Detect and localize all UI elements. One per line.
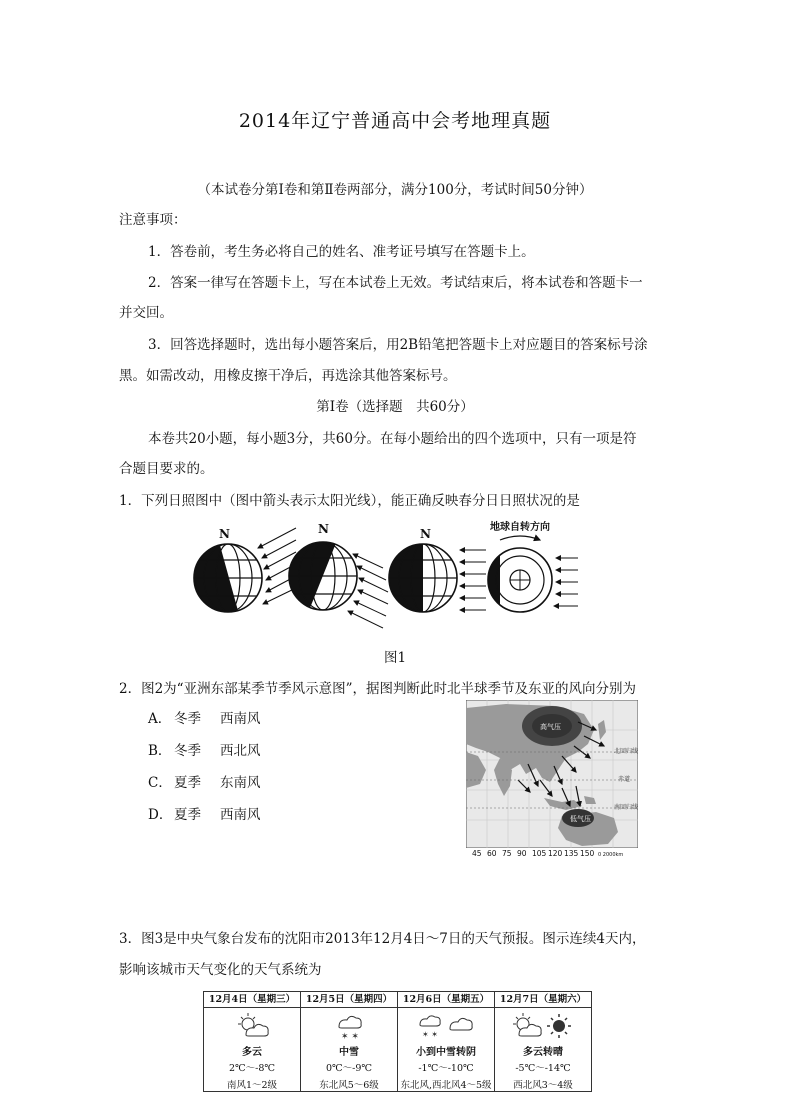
option-d-wind: 西南风 <box>220 807 261 823</box>
snow-to-overcast-icon <box>398 1011 494 1041</box>
svg-text:✶ ✶: ✶ ✶ <box>341 1032 359 1041</box>
forecast-wind: 南风1～2级 <box>226 1080 278 1091</box>
forecast-condition: 中雪 <box>339 1047 359 1058</box>
forecast-day-2 <box>301 992 398 1092</box>
forecast-wind: 东北风,西北风4～5级 <box>400 1080 492 1091</box>
forecast-condition: 多云转晴 <box>523 1047 563 1058</box>
forecast-temperature: -5℃～-14℃ <box>515 1063 571 1074</box>
forecast-date: 12月6日（星期五） <box>398 992 494 1008</box>
illumination-diagrams <box>188 518 588 638</box>
tropic-capricorn-label: 南回归线 <box>614 804 639 811</box>
illumination-diagram-4 <box>488 536 578 616</box>
svg-text:✶ ✶: ✶ ✶ <box>422 1030 438 1039</box>
forecast-date: 12月7日（星期六） <box>495 992 591 1008</box>
forecast-wind: 西北风3～4级 <box>513 1080 573 1091</box>
forecast-temperature: 0℃～-9℃ <box>325 1063 373 1074</box>
option-d[interactable] <box>148 803 261 823</box>
north-label-2: N <box>318 522 329 536</box>
lon-label-150: 150 <box>580 849 595 858</box>
forecast-date: 12月4日（星期三） <box>204 992 300 1008</box>
map-scale-label: 0 2000km <box>598 852 624 858</box>
question-3-text: 3．图3是中央气象台发布的沈阳市2013年12月4日～7日的天气预报。图示连续4天内， <box>119 931 646 947</box>
question-2-text: 2．图2为“亚洲东部某季节季风示意图”，据图判断此时北半球季节及东亚的风向分别为 <box>119 681 636 697</box>
snow-icon <box>301 1011 397 1041</box>
question-1-text: 1．下列日照图中（图中箭头表示太阳光线），能正确反映春分日日照状况的是 <box>119 493 580 509</box>
question-3-text-cont: 影响该城市天气变化的天气系统为 <box>119 962 322 978</box>
forecast-day-3 <box>398 992 495 1092</box>
option-a-letter: A． <box>148 711 172 727</box>
option-c-letter: C． <box>148 775 172 791</box>
option-b-letter: B． <box>148 743 172 759</box>
option-c-season: 夏季 <box>174 775 201 791</box>
page-title: 2014年辽宁普通高中会考地理真题 <box>238 110 552 132</box>
option-b[interactable] <box>148 739 261 759</box>
section-heading: 第Ⅰ卷（选择题 共60分） <box>316 399 474 415</box>
lon-label-75: 75 <box>502 849 512 858</box>
option-d-season: 夏季 <box>174 807 201 823</box>
option-a-season: 冬季 <box>174 711 201 727</box>
option-b-wind: 西北风 <box>220 743 261 759</box>
lon-label-60: 60 <box>487 849 497 858</box>
illumination-diagram-3 <box>383 538 486 618</box>
forecast-day-4 <box>495 992 592 1092</box>
section-description-cont: 合题目要求的。 <box>119 461 214 477</box>
lon-label-45: 45 <box>472 849 482 858</box>
forecast-condition: 小到中雪转阴 <box>416 1047 476 1058</box>
notice-heading: 注意事项： <box>119 212 187 228</box>
forecast-table <box>203 991 592 1092</box>
forecast-day-1 <box>204 992 301 1092</box>
option-d-letter: D． <box>148 807 173 823</box>
lon-label-105: 105 <box>532 849 547 858</box>
high-pressure-label: 高气压 <box>540 723 561 731</box>
figure-2-monsoon-map <box>466 700 638 860</box>
rotation-label: 地球自转方向 <box>490 522 550 533</box>
forecast-wind: 东北风5～6级 <box>319 1080 379 1091</box>
notice-item-2-cont: 并交回。 <box>119 305 173 321</box>
notice-item-3: 3．回答选择题时，选出每小题答案后，用2B铅笔把答题卡上对应题目的答案标号涂 <box>148 337 648 353</box>
low-pressure-label: 低气压 <box>570 815 591 823</box>
lon-label-120: 120 <box>548 849 563 858</box>
tropic-cancer-label: 北回归线 <box>614 748 639 755</box>
lon-label-135: 135 <box>564 849 579 858</box>
cloudy-to-sunny-icon <box>495 1011 591 1041</box>
forecast-temperature: -1℃～-10℃ <box>418 1063 474 1074</box>
forecast-temperature: 2℃～-8℃ <box>228 1063 276 1074</box>
equator-label: 赤道 <box>618 776 631 783</box>
figure-1-caption: 图1 <box>383 650 407 666</box>
option-c[interactable] <box>148 771 261 791</box>
longitude-axis <box>472 849 623 858</box>
north-label-3: N <box>420 527 431 541</box>
section-description: 本卷共20小题，每小题3分，共60分。在每小题给出的四个选项中，只有一项是符 <box>148 431 637 447</box>
option-c-wind: 东南风 <box>220 775 261 791</box>
figure-1 <box>188 518 588 638</box>
forecast-date: 12月5日（星期四） <box>301 992 397 1008</box>
lon-label-90: 90 <box>517 849 527 858</box>
notice-item-3-cont: 黑。如需改动，用橡皮擦干净后，再选涂其他答案标号。 <box>119 368 457 384</box>
option-a[interactable] <box>148 707 261 727</box>
notice-item-1: 1．答卷前，考生务必将自己的姓名、准考证号填写在答题卡上。 <box>148 244 535 260</box>
cloudy-icon <box>204 1011 300 1041</box>
illumination-diagram-2 <box>283 538 388 628</box>
figure-3-weather-forecast <box>203 991 592 1092</box>
option-a-wind: 西南风 <box>220 711 261 727</box>
option-b-season: 冬季 <box>174 743 201 759</box>
exam-subtitle: （本试卷分第Ⅰ卷和第Ⅱ卷两部分，满分100分，考试时间50分钟） <box>197 182 593 198</box>
illumination-diagram-1 <box>188 528 296 618</box>
north-label-1: N <box>219 527 230 541</box>
forecast-condition: 多云 <box>242 1047 262 1058</box>
notice-item-2: 2．答案一律写在答题卡上，写在本试卷上无效。考试结束后，将本试卷和答题卡一 <box>148 275 643 291</box>
